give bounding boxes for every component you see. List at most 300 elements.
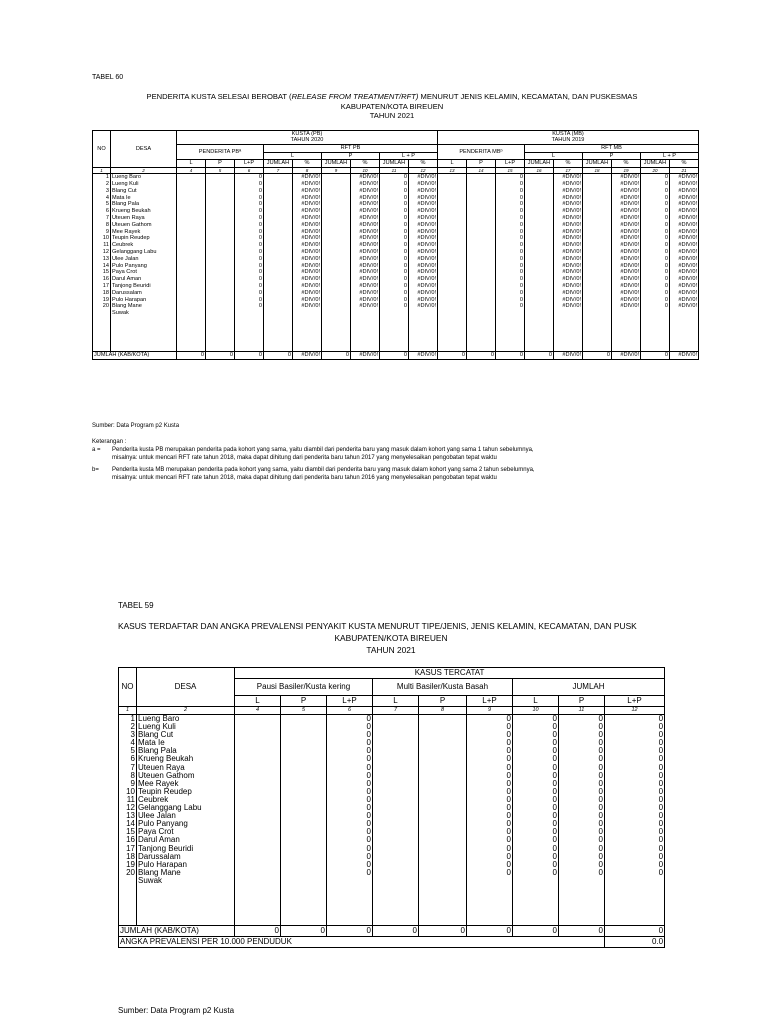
note-b-mark: b= <box>92 467 99 473</box>
village-name: Mee Rayek <box>111 229 177 236</box>
data-cell <box>438 283 467 290</box>
empty-cell <box>93 317 111 324</box>
data-cell <box>235 780 281 788</box>
data-cell: 0 <box>513 845 559 853</box>
data-cell: #DIV/0! <box>670 242 699 249</box>
data-cell <box>264 263 293 270</box>
mb-year-label: TAHUN 2019 <box>551 137 585 144</box>
data-cell <box>525 297 554 304</box>
index-cell: 10 <box>351 168 380 174</box>
data-cell <box>373 853 419 861</box>
empty-cell <box>235 901 281 909</box>
note-a-line1: Penderita kusta PB merupakan penderita pada kohort yang sama, yaitu diambil dari penderita baru yang masuk dalam kohort yang sama 1 tahun sebelumnya, <box>112 447 534 453</box>
empty-cell <box>467 885 513 893</box>
data-cell: #DIV/0! <box>670 256 699 263</box>
empty-cell <box>119 885 137 893</box>
data-cell <box>419 836 467 844</box>
empty-cell <box>264 344 293 351</box>
empty-cell <box>467 317 496 324</box>
table-row <box>93 269 699 276</box>
h: L+P <box>467 696 513 707</box>
data-cell: 0 <box>605 772 665 780</box>
empty-cell <box>554 344 583 351</box>
table-60-label: TABEL 60 <box>92 74 124 81</box>
data-cell <box>373 772 419 780</box>
data-cell <box>583 303 612 310</box>
data-cell: #DIV/0! <box>293 242 322 249</box>
data-cell <box>206 242 235 249</box>
empty-cell <box>513 893 559 901</box>
table-row <box>93 188 699 195</box>
table-59-year: TAHUN 2021 <box>366 645 416 655</box>
total-cell: 0 <box>525 351 554 359</box>
village-name: Blang Pala <box>137 747 235 755</box>
data-cell: 0 <box>467 869 513 877</box>
data-cell <box>419 877 467 885</box>
village-name: Darussalam <box>137 853 235 861</box>
data-cell: #DIV/0! <box>293 283 322 290</box>
index-cell: 4 <box>235 707 281 715</box>
empty-cell <box>409 331 438 338</box>
village-name: Lueng Baro <box>137 715 235 724</box>
data-cell: 0 <box>496 235 525 242</box>
table-row <box>119 796 665 804</box>
data-cell <box>525 208 554 215</box>
empty-cell <box>235 885 281 893</box>
empty-cell <box>264 317 293 324</box>
empty-cell <box>351 331 380 338</box>
table-row <box>119 869 665 877</box>
data-cell: 0 <box>605 764 665 772</box>
data-cell <box>373 828 419 836</box>
row-number: 3 <box>93 188 111 195</box>
data-cell: #DIV/0! <box>351 215 380 222</box>
data-cell: #DIV/0! <box>554 269 583 276</box>
data-cell: 0 <box>641 208 670 215</box>
data-cell: #DIV/0! <box>554 222 583 229</box>
data-cell: #DIV/0! <box>554 181 583 188</box>
data-cell: #DIV/0! <box>670 181 699 188</box>
col-rft-pb-p: P <box>322 152 380 160</box>
col-desa: DESA <box>137 668 235 707</box>
data-cell: 0 <box>380 303 409 310</box>
data-cell <box>177 242 206 249</box>
data-cell <box>206 201 235 208</box>
data-cell <box>419 780 467 788</box>
data-cell <box>281 715 327 724</box>
empty-cell <box>373 893 419 901</box>
row-number: 10 <box>93 235 111 242</box>
data-cell <box>419 820 467 828</box>
empty-cell <box>281 893 327 901</box>
data-cell <box>438 256 467 263</box>
data-cell <box>235 877 281 885</box>
data-cell: 0 <box>467 820 513 828</box>
data-cell <box>177 256 206 263</box>
empty-cell <box>351 324 380 331</box>
data-cell <box>438 310 467 317</box>
data-cell <box>467 195 496 202</box>
data-cell: 0 <box>641 195 670 202</box>
data-cell <box>438 201 467 208</box>
h: L <box>177 160 206 168</box>
data-cell: #DIV/0! <box>554 297 583 304</box>
data-cell: 0 <box>327 869 373 877</box>
data-cell: #DIV/0! <box>351 235 380 242</box>
data-cell <box>322 283 351 290</box>
h: P <box>206 160 235 168</box>
data-cell: #DIV/0! <box>409 242 438 249</box>
table-60 <box>92 130 699 360</box>
empty-cell <box>419 885 467 893</box>
data-cell: 0 <box>513 861 559 869</box>
index-cell: 13 <box>438 168 467 174</box>
empty-cell <box>496 337 525 344</box>
index-cell: 9 <box>467 707 513 715</box>
data-cell: #DIV/0! <box>351 208 380 215</box>
row-number: 13 <box>119 812 137 820</box>
data-cell <box>373 812 419 820</box>
data-cell: 0 <box>641 222 670 229</box>
empty-cell <box>605 917 665 926</box>
empty-cell <box>93 331 111 338</box>
data-cell: 0 <box>559 828 605 836</box>
data-cell <box>177 201 206 208</box>
data-cell <box>612 310 641 317</box>
data-cell <box>322 310 351 317</box>
empty-cell <box>119 893 137 901</box>
data-cell: #DIV/0! <box>409 215 438 222</box>
data-cell <box>419 853 467 861</box>
data-cell <box>467 276 496 283</box>
empty-cell <box>419 909 467 917</box>
table-row <box>119 764 665 772</box>
data-cell: #DIV/0! <box>293 297 322 304</box>
total-cell: 0 <box>467 926 513 937</box>
empty-cell <box>119 917 137 926</box>
data-cell <box>496 310 525 317</box>
h: P <box>281 696 327 707</box>
data-cell: 0 <box>235 269 264 276</box>
empty-cell <box>281 885 327 893</box>
data-cell <box>583 208 612 215</box>
data-cell <box>525 181 554 188</box>
data-cell: #DIV/0! <box>351 222 380 229</box>
data-cell <box>281 739 327 747</box>
empty-cell <box>559 917 605 926</box>
table-row <box>93 276 699 283</box>
index-cell: 11 <box>380 168 409 174</box>
data-cell: #DIV/0! <box>612 242 641 249</box>
spacer-row <box>93 331 699 338</box>
h: L+P <box>605 696 665 707</box>
total-cell: 0 <box>605 926 665 937</box>
empty-cell <box>525 317 554 324</box>
data-cell <box>467 222 496 229</box>
data-cell <box>419 828 467 836</box>
data-cell: #DIV/0! <box>670 276 699 283</box>
table-row <box>93 310 699 317</box>
data-cell <box>525 283 554 290</box>
empty-cell <box>583 317 612 324</box>
data-cell: #DIV/0! <box>409 174 438 181</box>
row-number: 13 <box>93 256 111 263</box>
data-cell: 0 <box>496 283 525 290</box>
data-cell: 0 <box>641 181 670 188</box>
data-cell: 0 <box>641 174 670 181</box>
village-name: Teupin Reudep <box>111 235 177 242</box>
index-cell: 20 <box>641 168 670 174</box>
data-cell <box>373 845 419 853</box>
data-cell <box>373 796 419 804</box>
row-number: 1 <box>119 715 137 724</box>
data-cell <box>373 764 419 772</box>
empty-cell <box>583 344 612 351</box>
data-cell <box>670 310 699 317</box>
data-cell: 0 <box>559 836 605 844</box>
data-cell <box>438 195 467 202</box>
data-cell <box>322 249 351 256</box>
data-cell <box>264 201 293 208</box>
data-cell <box>322 256 351 263</box>
data-cell: #DIV/0! <box>351 269 380 276</box>
data-cell: 0 <box>605 796 665 804</box>
data-cell: #DIV/0! <box>409 195 438 202</box>
empty-cell <box>409 337 438 344</box>
data-cell <box>206 269 235 276</box>
row-number: 2 <box>119 723 137 731</box>
h: P <box>467 160 496 168</box>
data-cell: 0 <box>513 764 559 772</box>
data-cell <box>583 256 612 263</box>
total-cell: 0 <box>177 351 206 359</box>
data-cell: #DIV/0! <box>670 188 699 195</box>
empty-cell <box>235 909 281 917</box>
data-cell: 0 <box>513 731 559 739</box>
village-name: Mee Rayek <box>137 780 235 788</box>
row-number: 19 <box>119 861 137 869</box>
data-cell <box>438 188 467 195</box>
data-cell <box>264 215 293 222</box>
data-cell: #DIV/0! <box>409 188 438 195</box>
village-name: Ulee Jalan <box>111 256 177 263</box>
data-cell <box>373 869 419 877</box>
title-part: MENURUT JENIS KELAMIN, KECAMATAN, DAN PUSKESMAS <box>418 92 638 101</box>
data-cell: #DIV/0! <box>554 263 583 270</box>
data-cell <box>373 755 419 763</box>
data-cell <box>235 828 281 836</box>
data-cell: #DIV/0! <box>409 229 438 236</box>
empty-cell <box>467 344 496 351</box>
data-cell: #DIV/0! <box>293 249 322 256</box>
data-cell: 0 <box>641 188 670 195</box>
data-cell <box>467 215 496 222</box>
data-cell: #DIV/0! <box>554 256 583 263</box>
table-row <box>93 303 699 310</box>
total-cell: 0 <box>206 351 235 359</box>
empty-cell <box>380 344 409 351</box>
col-rft-mb: RFT MB <box>525 144 699 152</box>
empty-cell <box>554 324 583 331</box>
h: JUMLAH <box>322 160 351 168</box>
data-cell <box>419 715 467 724</box>
data-cell <box>525 229 554 236</box>
index-cell: 16 <box>525 168 554 174</box>
spacer-row <box>119 917 665 926</box>
data-cell <box>583 181 612 188</box>
data-cell <box>206 297 235 304</box>
data-cell <box>177 181 206 188</box>
row-number: 7 <box>93 215 111 222</box>
empty-cell <box>467 337 496 344</box>
village-name: Darul Aman <box>137 836 235 844</box>
data-cell <box>467 290 496 297</box>
data-cell: 0 <box>235 195 264 202</box>
data-cell: 0 <box>605 755 665 763</box>
row-number: 16 <box>93 276 111 283</box>
data-cell: 0 <box>641 276 670 283</box>
total-cell: 0 <box>496 351 525 359</box>
data-cell: 0 <box>235 222 264 229</box>
data-cell <box>264 290 293 297</box>
data-cell: #DIV/0! <box>612 195 641 202</box>
col-multi-basiler: Multi Basiler/Kusta Basah <box>373 679 513 696</box>
data-cell <box>467 283 496 290</box>
data-cell <box>264 181 293 188</box>
data-cell: 0 <box>380 276 409 283</box>
data-cell: #DIV/0! <box>293 276 322 283</box>
data-cell <box>322 188 351 195</box>
empty-cell <box>525 337 554 344</box>
data-cell <box>177 283 206 290</box>
data-cell <box>235 731 281 739</box>
village-name: Paya Crot <box>137 828 235 836</box>
index-cell: 2 <box>111 168 177 174</box>
index-cell: 6 <box>235 168 264 174</box>
data-cell: 0 <box>605 804 665 812</box>
col-kasus-tercatat: KASUS TERCATAT <box>235 668 665 679</box>
total-cell: 0 <box>322 351 351 359</box>
h: JUMLAH <box>264 160 293 168</box>
empty-cell <box>235 317 264 324</box>
data-cell: #DIV/0! <box>554 201 583 208</box>
data-cell: #DIV/0! <box>293 215 322 222</box>
empty-cell <box>206 337 235 344</box>
data-cell <box>583 263 612 270</box>
data-cell: 0 <box>380 222 409 229</box>
h: JUMLAH <box>525 160 554 168</box>
note-b-line1: Penderita kusta MB merupakan penderita pada kohort yang sama, yaitu diambil dari penderita baru yang masuk dalam kohort yang sama 2 tahun sebelumnya, <box>112 467 535 473</box>
data-cell: 0 <box>513 747 559 755</box>
h: JUMLAH <box>641 160 670 168</box>
data-cell <box>438 303 467 310</box>
table-row <box>119 845 665 853</box>
empty-cell <box>281 917 327 926</box>
data-cell <box>438 235 467 242</box>
row-number: 16 <box>119 836 137 844</box>
data-cell <box>583 215 612 222</box>
empty-cell <box>525 331 554 338</box>
data-cell <box>438 222 467 229</box>
table-row <box>93 174 699 181</box>
data-cell: 0 <box>380 290 409 297</box>
data-cell <box>264 297 293 304</box>
table-row <box>119 828 665 836</box>
data-cell: 0 <box>235 242 264 249</box>
data-cell: #DIV/0! <box>351 263 380 270</box>
data-cell: 0 <box>559 796 605 804</box>
row-number: 12 <box>93 249 111 256</box>
data-cell <box>206 229 235 236</box>
table-60-source: Sumber: Data Program p2 Kusta <box>92 423 180 429</box>
total-cell: 0 <box>583 351 612 359</box>
data-cell: 0 <box>496 208 525 215</box>
empty-cell <box>111 337 177 344</box>
data-cell <box>264 235 293 242</box>
h: P <box>559 696 605 707</box>
empty-cell <box>583 331 612 338</box>
data-cell: 0 <box>513 723 559 731</box>
spacer-row <box>119 893 665 901</box>
data-cell: #DIV/0! <box>351 188 380 195</box>
data-cell <box>322 242 351 249</box>
empty-cell <box>373 909 419 917</box>
data-cell <box>322 208 351 215</box>
note-a-mark: a = <box>92 447 101 453</box>
title-part: PENDERITA KUSTA SELESAI BEROBAT ( <box>146 92 292 101</box>
data-cell: #DIV/0! <box>293 222 322 229</box>
data-cell <box>438 276 467 283</box>
total-cell: 0 <box>438 351 467 359</box>
data-cell: #DIV/0! <box>554 303 583 310</box>
data-cell: #DIV/0! <box>670 201 699 208</box>
empty-cell <box>137 893 235 901</box>
data-cell <box>467 310 496 317</box>
data-cell <box>235 861 281 869</box>
data-cell <box>235 715 281 724</box>
empty-cell <box>380 337 409 344</box>
table-row <box>119 820 665 828</box>
data-cell: #DIV/0! <box>612 181 641 188</box>
empty-cell <box>438 331 467 338</box>
data-cell: 0 <box>467 788 513 796</box>
data-cell: #DIV/0! <box>670 269 699 276</box>
data-cell: 0 <box>559 804 605 812</box>
total-cell: #DIV/0! <box>670 351 699 359</box>
data-cell: #DIV/0! <box>670 290 699 297</box>
data-cell: 0 <box>467 845 513 853</box>
data-cell: 0 <box>327 812 373 820</box>
data-cell: 0 <box>641 290 670 297</box>
data-cell: 0 <box>559 812 605 820</box>
data-cell <box>419 772 467 780</box>
data-cell: #DIV/0! <box>554 276 583 283</box>
data-cell <box>467 235 496 242</box>
data-cell <box>373 788 419 796</box>
row-number: 8 <box>93 222 111 229</box>
village-name: Tanjong Beuridi <box>111 283 177 290</box>
data-cell: 0 <box>235 235 264 242</box>
data-cell: 0 <box>235 181 264 188</box>
data-cell: 0 <box>559 869 605 877</box>
data-cell: 0 <box>380 242 409 249</box>
data-cell <box>177 297 206 304</box>
data-cell: #DIV/0! <box>612 201 641 208</box>
total-cell: 0 <box>235 926 281 937</box>
empty-cell <box>438 344 467 351</box>
data-cell <box>177 208 206 215</box>
col-no: NO <box>119 668 137 707</box>
